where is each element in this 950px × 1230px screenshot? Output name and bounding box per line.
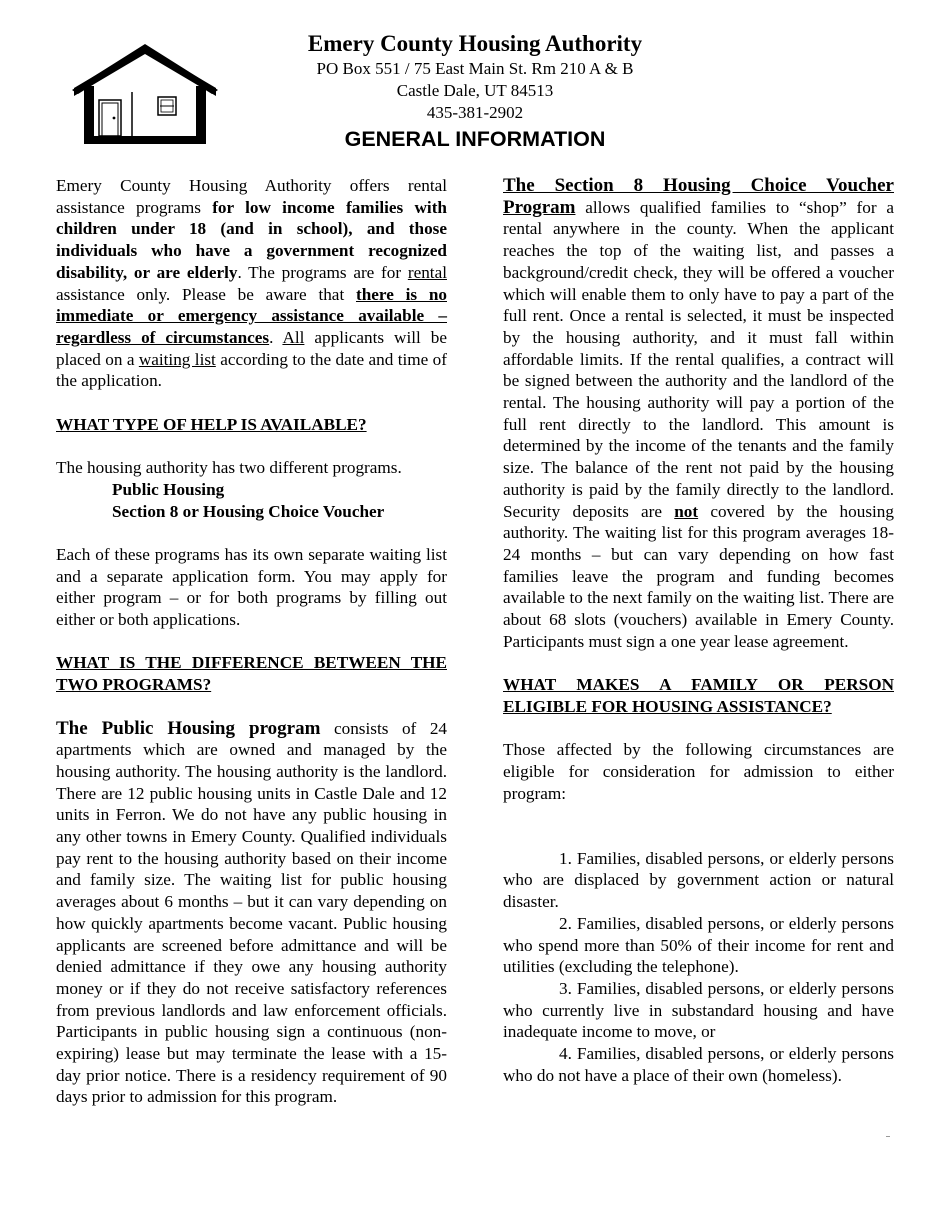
eligibility-item: 3. Families, disabled persons, or elderly persons who currently live in substandard housing and have inadequate income to move, or (503, 978, 894, 1042)
separate-lists-paragraph: Each of these programs has its own separate waiting list and a separate application form. You may apply for either program – or for both programs by filling out either or both applications. (56, 544, 447, 630)
house-icon (72, 44, 218, 146)
eligibility-item: 4. Families, disabled persons, or elderly persons who do not have a place of their own (homeless). (503, 1044, 894, 1085)
letterhead (250, 30, 700, 153)
eligibility-item: 2. Families, disabled persons, or elderly persons who spend more than 50% of their income for rent and utilities (excluding the telephone). (503, 913, 894, 977)
programs-intro: The housing authority has two different programs. (56, 458, 402, 478)
house-logo-icon (72, 44, 218, 146)
org-name: Emery County Housing Authority (307, 31, 643, 56)
address-line-1: PO Box 551 / 75 East Main St. Rm 210 A & B (316, 59, 634, 78)
heading-eligibility: WHAT MAKES A FAMILY OR PERSON ELIGIBLE FOR HOUSING ASSISTANCE? (503, 675, 894, 716)
public-housing-paragraph: The Public Housing program consists of 24 apartments which are owned and managed by the housing authority. The housing authority is the landlord. There are 12 public housing units in Castle Dale and 12 units in Ferron. We do not have any public housing in any other towns in Emery County. Qualified individuals pay rent to the housing authority based on their income and family size. The waiting list for public housing averages about 6 months – but it can vary depending on how quickly apartments become vacant. Public housing applicants are screened before admittance and will be denied admittance if they owe any housing authority money or if they do not receive satisfactory references from previous landlords and law enforcement officials. Participants in public housing sign a continuous (non-expiring) lease but may terminate the lease with a 15-day prior notice. There is a residency requirement of 90 days prior to admission for this program. (56, 717, 448, 1107)
heading-help-available: WHAT TYPE OF HELP IS AVAILABLE? (56, 414, 367, 434)
eligibility-intro: Those affected by the following circumstances are eligible for consideration for admission to either program: (503, 740, 894, 803)
document-title: GENERAL INFORMATION (344, 127, 606, 151)
section-8-paragraph: The Section 8 Housing Choice Voucher Program allows qualified families to “shop” for a rental anywhere in the county. When the applicant reaches the top of the waiting list, and passes a background/credit check, they will be offered a voucher which will enable them to only have to pay a part of the full rent. Once a rental is selected, it must be inspected by the housing authority, and it must fall within affordable limits. If the rental qualifies, a contract will be signed between the authority and the landlord of the rental. The housing authority will pay a portion of the full rent directly to the landlord. This amount is determined by the income of the tenants and the family size. The balance of the rent not paid by the housing authority is paid by the family directly to the landlord. Security deposits are not covered by the housing authority. The waiting list for this program averages 18-24 months – but can vary depending on how fast families leave the program and funding becomes available to the next family on the waiting list. There are about 68 slots (vouchers) available in Emery County. Participants must sign a one year lease agreement. (503, 175, 894, 651)
left-column (56, 175, 447, 1108)
eligibility-item: 1. Families, disabled persons, or elderly persons who are displaced by government action or natural disaster. (503, 848, 894, 912)
intro-paragraph: Emery County Housing Authority offers rental assistance programs for low income families with children under 18 (and in school), and those individuals who have a government recognized disability, or are elderly. The programs are for rental assistance only. Please be aware that there is no immediate or emergency assistance available – regardless of circumstances. All applicants will be placed on a waiting list according to the date and time of the application. (56, 176, 447, 391)
program-section-8: Section 8 or Housing Choice Voucher (112, 501, 385, 521)
address-line-2: Castle Dale, UT 84513 (396, 81, 554, 100)
page-mark (886, 1136, 890, 1137)
program-public-housing: Public Housing (112, 479, 225, 499)
heading-difference: WHAT IS THE DIFFERENCE BETWEEN THE TWO PROGRAMS? (56, 653, 447, 695)
phone-number: 435-381-2902 (426, 103, 524, 122)
right-column (503, 175, 894, 1086)
